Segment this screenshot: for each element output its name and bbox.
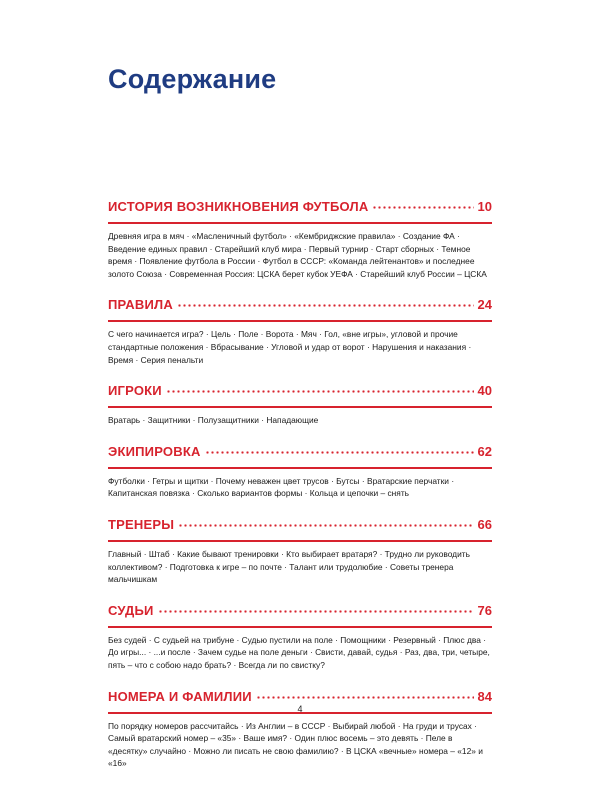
section-topics: Вратарь · Защитники · Полузащитники · Нападающие bbox=[108, 415, 319, 426]
section-title: ИСТОРИЯ ВОЗНИКНОВЕНИЯ ФУТБОЛА bbox=[108, 199, 369, 214]
toc-section-equipment bbox=[108, 444, 492, 500]
section-topics: С чего начинается игра? · Цель · Поле · Ворота · Мяч · Гол, «вне игры», угловой и прочие стандартные положения · Вбрасывание · Угловой и удар от ворот · Нарушения и наказания · Время · Серия пенальти bbox=[108, 329, 472, 365]
section-title: НОМЕРА И ФАМИЛИИ bbox=[108, 688, 252, 704]
section-heading[interactable] bbox=[108, 383, 492, 408]
section-heading[interactable] bbox=[108, 297, 492, 322]
table-of-contents bbox=[108, 199, 492, 787]
section-page-number: 62 bbox=[477, 443, 492, 459]
section-topics: Без судей · С судьей на трибуне · Судью пустили на поле · Помощники · Резервный · Плюс два · До игры... · ...и после · Зачем судье на поле деньги · Свисти, давай, судья · Раз, два, три, четыре, пять – что с собою надо брать? · Всегда ли по свистку? bbox=[108, 634, 490, 670]
section-title: ИГРОКИ bbox=[108, 383, 162, 399]
toc-section-rules bbox=[108, 297, 492, 366]
dot-leader bbox=[158, 603, 474, 615]
section-page-number: 76 bbox=[477, 602, 492, 618]
section-heading[interactable] bbox=[108, 517, 492, 542]
dot-leader bbox=[178, 517, 473, 529]
dot-leader bbox=[205, 444, 474, 456]
section-heading[interactable] bbox=[108, 603, 492, 628]
section-topics: По порядку номеров рассчитайсь · Из Англии – в СССР · Выбирай любой · На груди и трусах · Самый вратарский номер – «35» · Ваше имя? · Один плюс восемь – это девять · Пеле в «десятку» случайно · Можно ли писать не свою фамилию? · В ЦСКА «вечные» номера – «12» и «16» bbox=[108, 720, 483, 769]
section-page-number: 84 bbox=[477, 688, 492, 704]
dot-leader bbox=[166, 383, 474, 395]
section-heading[interactable] bbox=[108, 444, 492, 469]
section-page-number: 66 bbox=[477, 516, 492, 532]
section-page-number: 24 bbox=[477, 297, 492, 313]
section-title: ТРЕНЕРЫ bbox=[108, 516, 175, 532]
section-topics: Главный · Штаб · Какие бывают тренировки · Кто выбирает вратаря? · Трудно ли руководить коллективом? · Подготовка к игре – по почте · Талант или трудолюбие · Советы тренера мальчишкам bbox=[108, 548, 470, 585]
toc-section-history bbox=[108, 199, 492, 280]
toc-section-referees bbox=[108, 603, 492, 672]
page-title: Содержание bbox=[108, 64, 277, 94]
dot-leader bbox=[372, 199, 473, 211]
section-heading[interactable] bbox=[108, 199, 492, 224]
section-page-number: 10 bbox=[477, 199, 492, 214]
dot-leader bbox=[256, 689, 474, 701]
dot-leader bbox=[177, 297, 474, 309]
toc-section-numbers bbox=[108, 689, 492, 770]
section-topics: Древняя игра в мяч · «Масленичный футбол» · «Кембриджские правила» · Создание ФА · Введение единых правил · Старейший клуб мира · Первый турнир · Старт сборных · Темное время · Появление футбола в России · Футбол в СССР: «Команда лейтенантов» и последнее золото Союза · Современная Россия: ЦСКА берет кубок УЕФА · Старейший клуб России – ЦСКА bbox=[108, 231, 487, 279]
toc-section-coaches bbox=[108, 517, 492, 586]
section-title: СУДЬИ bbox=[108, 602, 154, 618]
page-number: 4 bbox=[297, 704, 303, 714]
section-title: ПРАВИЛА bbox=[108, 297, 173, 313]
section-page-number: 40 bbox=[477, 383, 492, 399]
section-title: ЭКИПИРОВКА bbox=[108, 443, 201, 459]
section-topics: Футболки · Гетры и щитки · Почему неважен цвет трусов · Бутсы · Вратарские перчатки · Капитанская повязка · Сколько вариантов формы · Кольца и цепочки – снять bbox=[108, 475, 455, 499]
toc-section-players bbox=[108, 383, 492, 427]
